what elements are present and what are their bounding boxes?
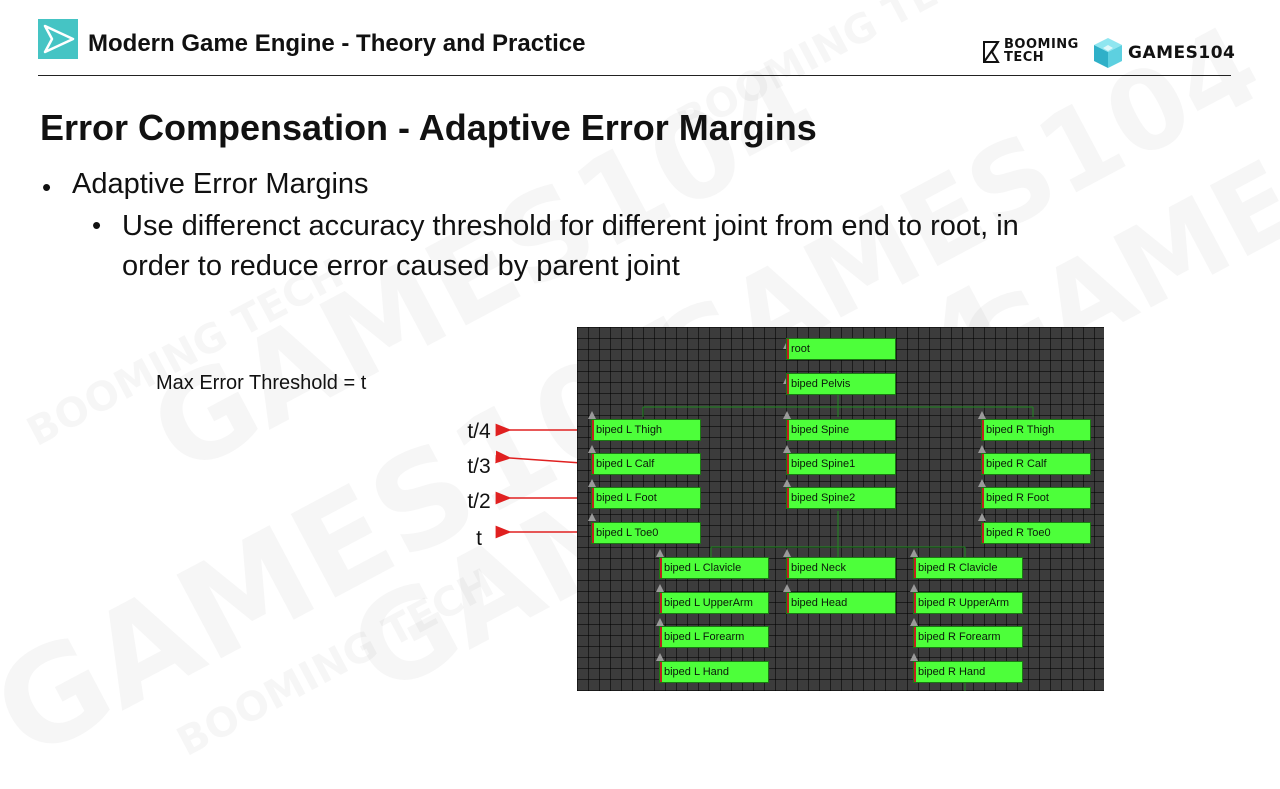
expand-arrow-icon[interactable] [978, 479, 986, 487]
node-head[interactable]: biped Head [786, 592, 896, 614]
node-r-clavicle[interactable]: biped R Clavicle [913, 557, 1023, 579]
expand-arrow-icon[interactable] [783, 411, 791, 419]
slide-title: Error Compensation - Adaptive Error Margins [40, 107, 817, 148]
booming-logo-icon [982, 40, 1002, 64]
booming-logo-text: BOOMING TECH [1004, 37, 1079, 65]
node-spine[interactable]: biped Spine [786, 419, 896, 441]
node-l-clavicle[interactable]: biped L Clavicle [659, 557, 769, 579]
expand-arrow-icon[interactable] [978, 513, 986, 521]
node-r-thigh[interactable]: biped R Thigh [981, 419, 1091, 441]
node-neck[interactable]: biped Neck [786, 557, 896, 579]
node-pelvis[interactable]: biped Pelvis [786, 373, 896, 395]
expand-arrow-icon[interactable] [910, 584, 918, 592]
bullet-level-2: Use differenct accuracy threshold for different joint from end to root, in order to reduce error caused by parent joint [122, 210, 1019, 282]
node-l-thigh[interactable]: biped L Thigh [591, 419, 701, 441]
node-r-hand[interactable]: biped R Hand [913, 661, 1023, 683]
threshold-label-calf: t/2 [467, 490, 491, 513]
play-triangle-icon [38, 19, 78, 59]
expand-arrow-icon[interactable] [588, 513, 596, 521]
expand-arrow-icon[interactable] [783, 549, 791, 557]
bullet-dot: • [92, 210, 102, 240]
expand-arrow-icon[interactable] [656, 549, 664, 557]
node-l-hand[interactable]: biped L Hand [659, 661, 769, 683]
cube-icon [1092, 36, 1124, 70]
course-title: Modern Game Engine - Theory and Practice [88, 30, 586, 57]
expand-arrow-icon[interactable] [588, 445, 596, 453]
expand-arrow-icon[interactable] [783, 479, 791, 487]
bone-hierarchy-view [577, 327, 1104, 691]
node-r-foot[interactable]: biped R Foot [981, 487, 1091, 509]
expand-arrow-icon[interactable] [656, 618, 664, 626]
expand-arrow-icon[interactable] [910, 653, 918, 661]
expand-arrow-icon[interactable] [910, 549, 918, 557]
expand-arrow-icon[interactable] [978, 411, 986, 419]
node-root[interactable]: root [786, 338, 896, 360]
node-l-forearm[interactable]: biped L Forearm [659, 626, 769, 648]
expand-arrow-icon[interactable] [656, 653, 664, 661]
node-spine2[interactable]: biped Spine2 [786, 487, 896, 509]
node-spine1[interactable]: biped Spine1 [786, 453, 896, 475]
node-r-calf[interactable]: biped R Calf [981, 453, 1091, 475]
booming-tech-logo [982, 36, 1092, 70]
threshold-label-thigh: t [476, 527, 482, 550]
node-r-forearm[interactable]: biped R Forearm [913, 626, 1023, 648]
threshold-label-foot: t/3 [467, 455, 491, 478]
node-r-toe0[interactable]: biped R Toe0 [981, 522, 1091, 544]
node-l-foot[interactable]: biped L Foot [591, 487, 701, 509]
header-divider [38, 75, 1231, 76]
watermark-booming [170, 560, 501, 765]
expand-arrow-icon[interactable] [588, 479, 596, 487]
expand-arrow-icon[interactable] [656, 584, 664, 592]
expand-arrow-icon[interactable] [588, 411, 596, 419]
node-r-upperarm[interactable]: biped R UpperArm [913, 592, 1023, 614]
node-l-calf[interactable]: biped L Calf [591, 453, 701, 475]
games104-logo-text: GAMES104 [1128, 43, 1236, 63]
bullet-dot: • [42, 172, 52, 202]
expand-arrow-icon[interactable] [783, 445, 791, 453]
node-l-upperarm[interactable]: biped L UpperArm [659, 592, 769, 614]
expand-arrow-icon[interactable] [910, 618, 918, 626]
games104-logo [1092, 36, 1236, 70]
max-error-threshold-label: Max Error Threshold = t [156, 372, 367, 394]
node-l-toe0[interactable]: biped L Toe0 [591, 522, 701, 544]
expand-arrow-icon[interactable] [978, 445, 986, 453]
threshold-label-toe: t/4 [467, 420, 491, 443]
bullet-level-1: Adaptive Error Margins [72, 168, 369, 200]
expand-arrow-icon[interactable] [783, 584, 791, 592]
